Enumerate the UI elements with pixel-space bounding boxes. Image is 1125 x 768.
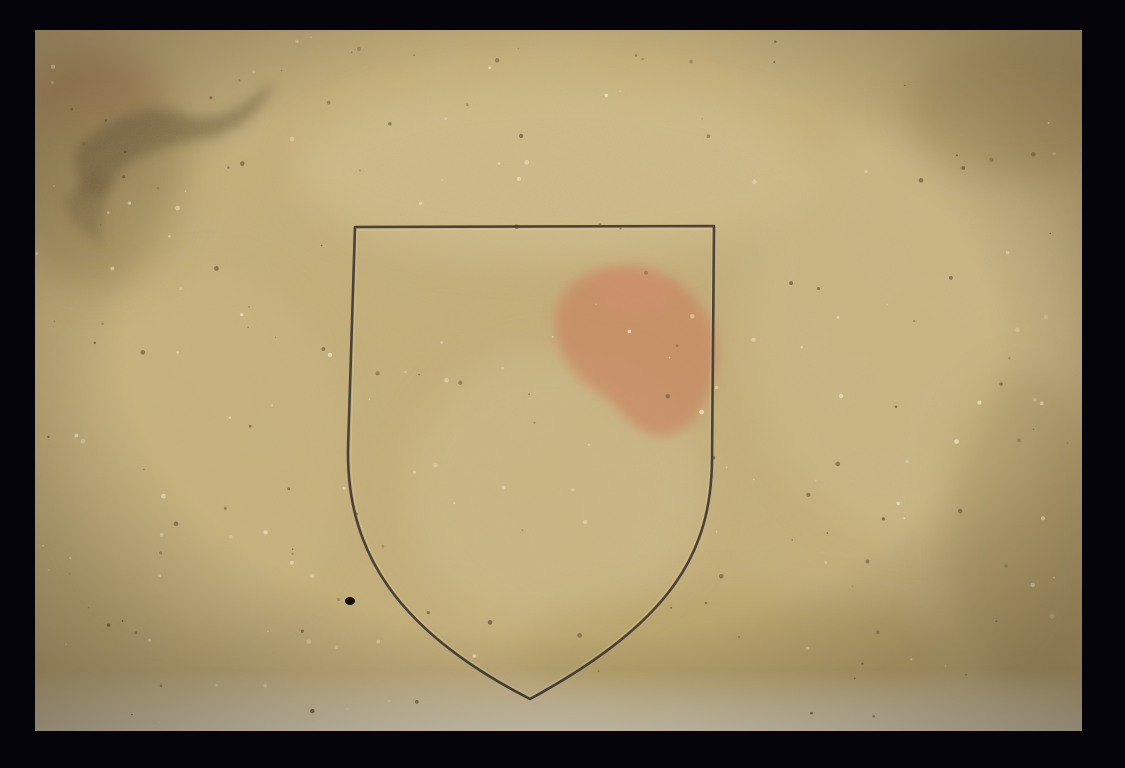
stone-photograph xyxy=(35,30,1082,731)
vignette xyxy=(35,30,1082,731)
stone-surface xyxy=(35,30,1082,731)
